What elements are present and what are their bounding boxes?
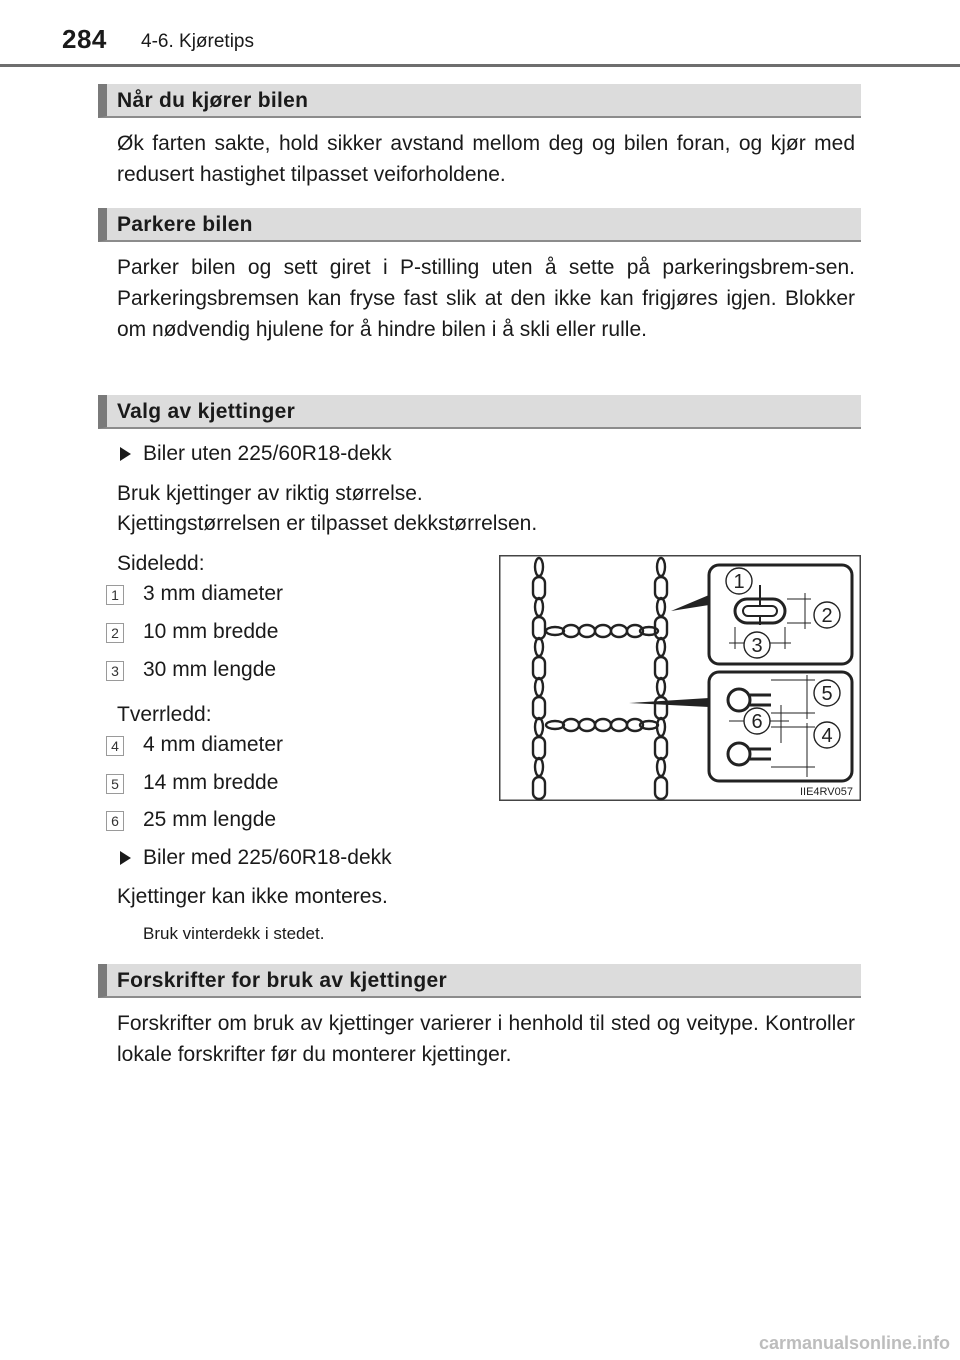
bullet-triangle-icon xyxy=(120,851,131,865)
page-number: 284 xyxy=(62,24,107,54)
item-number-1: 1 xyxy=(106,585,124,605)
bullet-without-tire: Biler uten 225/60R18-dekk xyxy=(143,442,392,465)
item-number-6: 6 xyxy=(106,811,124,831)
callout-5: 5 xyxy=(821,683,833,705)
figure-code: IIE4RV057 xyxy=(799,786,853,798)
bullet-with-tire: Biler med 225/60R18-dekk xyxy=(143,846,392,869)
callout-3: 3 xyxy=(751,635,763,657)
regulations-paragraph: Forskrifter om bruk av kjettinger varierer i henhold til sted og veitype. Kontroller lokale forskrifter før du monterer kjettinger. xyxy=(117,1012,855,1066)
item-text-4: 4 mm diameter xyxy=(143,733,284,756)
callout-4: 4 xyxy=(821,725,833,747)
bullet-triangle-icon xyxy=(120,447,131,461)
item-text-5: 14 mm bredde xyxy=(143,771,279,794)
item-text-2: 10 mm bredde xyxy=(143,620,279,643)
driving-paragraph: Øk farten sakte, hold sikker avstand mellom deg og bilen foran, og kjør med redusert hastighet tilpasset veiforholdene. xyxy=(117,132,855,186)
side-links-label: Sideledd: xyxy=(117,552,205,575)
section-title: Forskrifter for bruk av kjettinger xyxy=(117,969,447,992)
section-title: Parkere bilen xyxy=(117,213,253,236)
callout-1: 1 xyxy=(733,571,745,593)
callout-6: 6 xyxy=(751,711,763,733)
chapter-title: 4-6. Kjøretips xyxy=(141,31,254,52)
section-heading-driving xyxy=(98,84,861,118)
chain-size-line-1: Bruk kjettinger av riktig størrelse. xyxy=(117,482,423,505)
chain-size-line-2: Kjettingstørrelsen er tilpasset dekkstørrelsen. xyxy=(117,512,538,535)
item-text-1: 3 mm diameter xyxy=(143,582,284,605)
item-number-5: 5 xyxy=(106,774,124,794)
section-title: Valg av kjettinger xyxy=(117,400,296,423)
section-heading-regulations xyxy=(98,964,861,998)
item-number-4: 4 xyxy=(106,736,124,756)
cross-links-label: Tverrledd: xyxy=(117,703,212,726)
section-title: Når du kjører bilen xyxy=(117,89,309,112)
item-text-3: 30 mm lengde xyxy=(143,658,277,681)
item-number-2: 2 xyxy=(106,623,124,643)
no-chains-text: Kjettinger kan ikke monteres. xyxy=(117,885,388,908)
header-rule xyxy=(0,64,960,67)
winter-tire-note: Bruk vinterdekk i stedet. xyxy=(143,924,325,943)
section-heading-chains xyxy=(98,395,861,429)
item-text-6: 25 mm lengde xyxy=(143,808,277,831)
callout-2: 2 xyxy=(821,605,833,627)
chain-diagram xyxy=(499,555,861,801)
item-number-3: 3 xyxy=(106,661,124,681)
watermark: carmanualsonline.info xyxy=(758,1333,950,1353)
section-heading-parking xyxy=(98,208,861,242)
parking-paragraph: Parker bilen og sett giret i P-stilling uten å sette på parkeringsbrem-sen. Parkeringsbremsen kan fryse fast slik at den ikke kan frigjøres igjen. Blokker om nødvendig hjulene for å hindre bilen i å skli eller rulle. xyxy=(117,256,855,341)
